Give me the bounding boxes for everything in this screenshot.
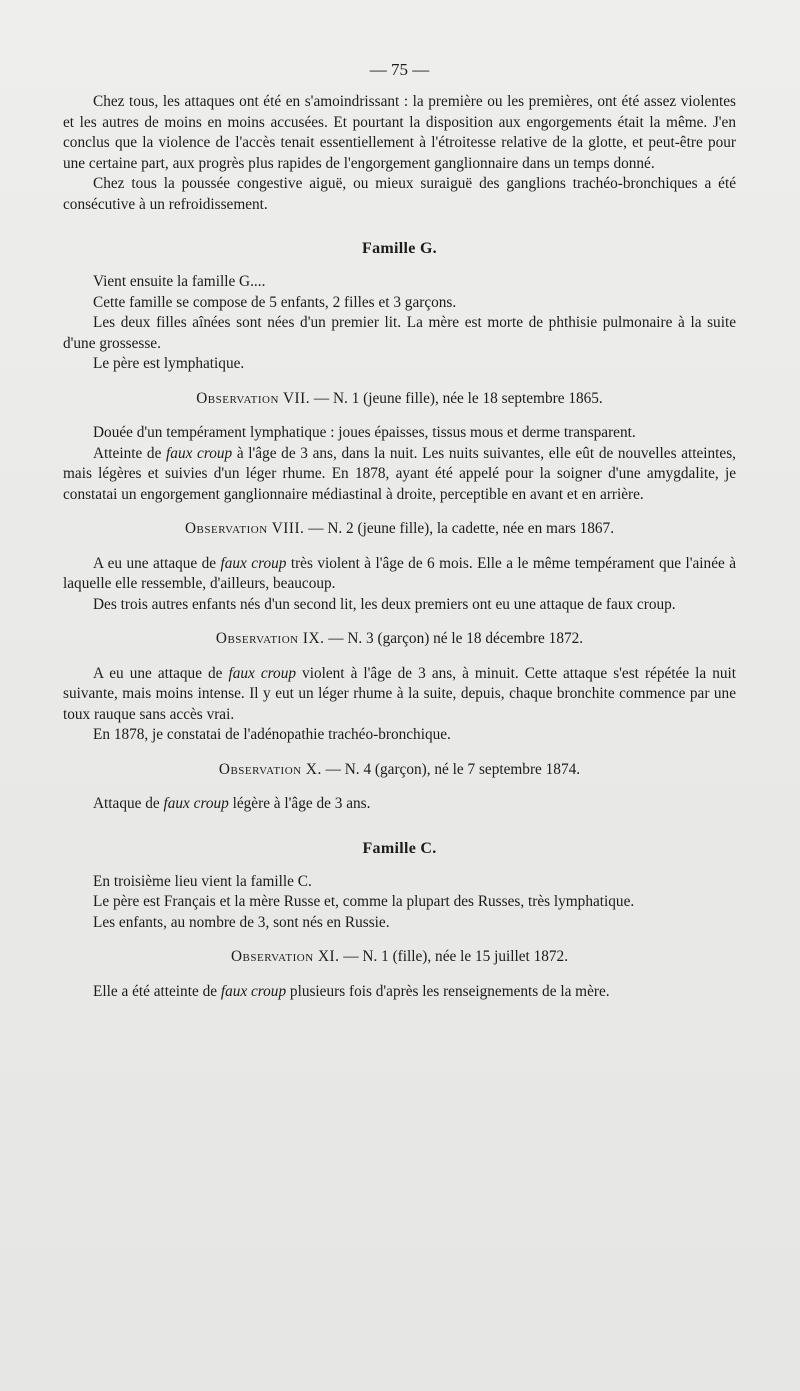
- observation-label: Observation XI.: [230, 948, 340, 965]
- paragraph: En 1878, je constatai de l'adénopathie trachéo-bronchique.: [93, 726, 451, 743]
- paragraph: En troisième lieu vient la famille C.: [93, 872, 312, 890]
- observation-subject: — N. 1 (fille), née le 15 juillet 1872.: [339, 948, 569, 965]
- observation-heading: [63, 389, 736, 410]
- observation-label: Observation VII.: [196, 389, 311, 407]
- text-run: violent à l'âge de 3 ans, à minuit. Cette attaque s'est répétée la nuit suivante, mais moins intense. Il y eut un léger rhume à la suite, depuis, chaque bronchite commence par une toux rauque sans accès vrai.: [63, 664, 737, 723]
- page-number: — 75 —: [369, 60, 430, 79]
- paragraph: Cette famille se compose de 5 enfants, 2 filles et 3 garçons.: [93, 293, 457, 311]
- observation-label: Observation VIII.: [184, 520, 305, 537]
- observation-heading: [63, 947, 736, 968]
- famille-g-section: [63, 240, 736, 815]
- observation-heading: [63, 519, 736, 540]
- emphasis: faux croup: [228, 664, 297, 682]
- paragraph: Vient ensuite la famille G....: [93, 273, 266, 290]
- text-run: Atteinte de: [93, 444, 167, 462]
- text-run: à l'âge de 3 ans, dans la nuit. Les nuits suivantes, elle eût de nouvelles atteintes, mais légères et suivies d'un léger rhume. En 1878, ayant été appelé pour la soigner d'une amygdalite, je constatai un engorgement ganglionnaire médiastinal à droite, perceptible en avant et en arrière.: [63, 444, 736, 503]
- emphasis: faux croup: [163, 795, 229, 812]
- paragraph: [63, 664, 736, 726]
- paragraph: Des trois autres enfants nés d'un second lit, les deux premiers ont eu une attaque de faux croup.: [93, 595, 676, 613]
- paragraph: Les deux filles aînées sont nées d'un premier lit. La mère est morte de phthisie pulmonaire à la suite d'une grossesse.: [63, 314, 736, 352]
- paragraph: Les enfants, au nombre de 3, sont nés en Russie.: [93, 913, 390, 931]
- text-run: A eu une attaque de: [93, 554, 221, 572]
- emphasis: faux croup: [220, 982, 287, 1000]
- paragraph: [63, 444, 736, 506]
- paragraph: Chez tous la poussée congestive aiguë, ou mieux suraiguë des ganglions trachéo-bronchiques a été consécutive à un refroidissement.: [63, 175, 736, 213]
- observation-label: Observation IX.: [215, 630, 325, 647]
- observation-subject: — N. 1 (jeune fille), née le 18 septembre 1865.: [310, 389, 603, 407]
- emphasis: faux croup: [220, 554, 287, 572]
- text-run: A eu une attaque de: [93, 664, 229, 682]
- paragraph: [63, 982, 736, 1003]
- observation-heading: [63, 760, 736, 781]
- observation-subject: — N. 2 (jeune fille), la cadette, née en mars 1867.: [304, 520, 615, 537]
- intro-section: [63, 92, 736, 215]
- paragraph: [63, 554, 736, 595]
- text-run: Attaque de: [93, 795, 164, 812]
- observation-label: Observation X.: [218, 760, 322, 778]
- paragraph: Le père est lymphatique.: [93, 355, 245, 372]
- paragraph: [63, 794, 736, 815]
- section-heading: Famille G.: [362, 240, 437, 257]
- paragraph: Le père est Français et la mère Russe et, comme la plupart des Russes, très lymphatique.: [93, 893, 635, 910]
- text-run: Elle a été atteinte de: [93, 982, 221, 1000]
- observation-heading: [63, 629, 736, 650]
- emphasis: faux croup: [166, 444, 233, 462]
- text-run: très violent à l'âge de 6 mois. Elle a le même tempérament que l'ainée à laquelle elle ressemble, d'ailleurs, beaucoup.: [63, 554, 737, 592]
- famille-c-section: [63, 840, 736, 1003]
- text-run: légère à l'âge de 3 ans.: [228, 795, 371, 812]
- section-heading: Famille C.: [362, 839, 437, 857]
- paragraph: Chez tous, les attaques ont été en s'amoindrissant : la première ou les premières, ont été assez violentes et les autres de moins en moins accusées. Et pourtant la disposition aux engorgements était la même. J'en conclus que la violence de l'accès tenait essentiellement à l'étroitesse relative de la glotte, et peut-être pour une certaine part, aux progrès plus rapides de l'engorgement ganglionnaire dans un temps donné.: [63, 93, 736, 172]
- paragraph: Douée d'un tempérament lymphatique : joues épaisses, tissus mous et derme transparent.: [93, 424, 636, 441]
- observation-subject: — N. 4 (garçon), né le 7 septembre 1874.: [321, 760, 581, 778]
- text-run: plusieurs fois d'après les renseignements de la mère.: [286, 982, 610, 1000]
- observation-subject: — N. 3 (garçon) né le 18 décembre 1872.: [324, 630, 584, 647]
